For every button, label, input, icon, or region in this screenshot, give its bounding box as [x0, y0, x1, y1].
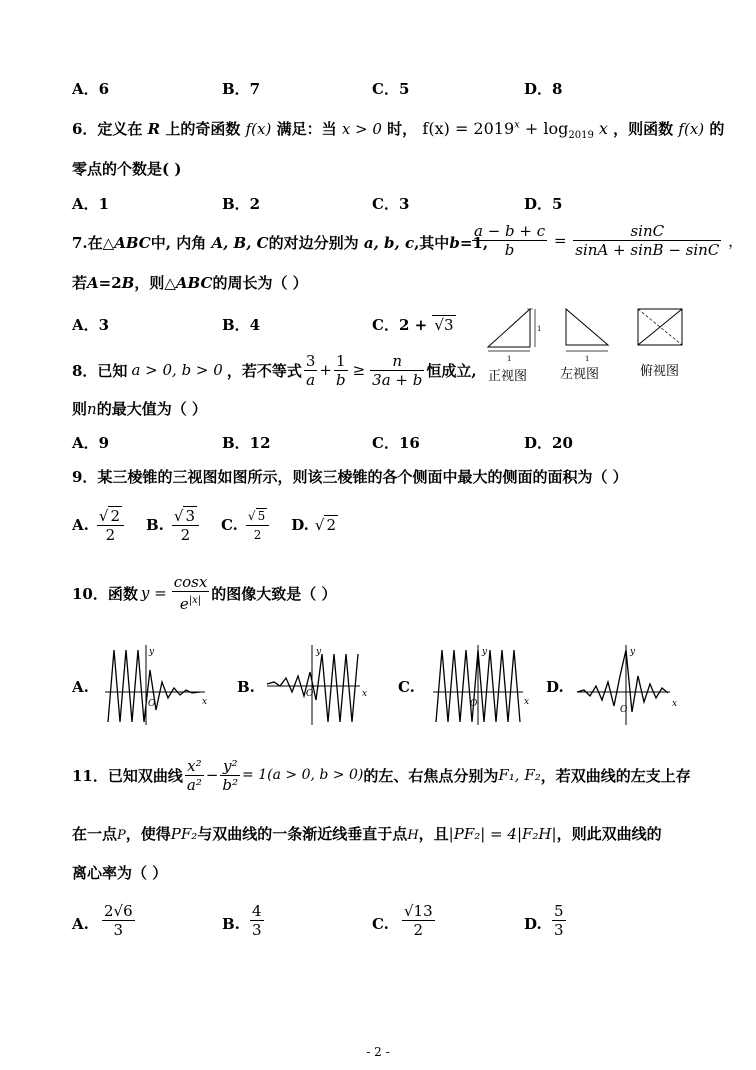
q11-options	[72, 902, 692, 948]
q9-option-d-value: √ 2	[314, 516, 337, 534]
q11-line1: 11．已知双曲线 $\frac{\text{x²}}{\text{a²}}$ − $\frac{\text{y²}}{\text{b²}}$ = 1(a > 0, b > 0) 的左、右焦点分别为 F₁, F₂ ，若双曲线的左支上存	[72, 756, 691, 794]
q7-text: =1,	[459, 234, 489, 252]
q7-text: 的对边分别为	[268, 234, 359, 252]
svg-text:y: y	[149, 647, 155, 657]
q7-comma: ，	[728, 232, 744, 250]
q7-var: A, B, C	[211, 234, 269, 252]
side-width-label: 1	[585, 355, 590, 363]
q8-line1: 8．已知 a > 0, b > 0 ，若不等式 $\frac{3}{a}$ + $\frac{1}{b}$ ≥ $\frac{n}{3a + b}$ 恒成立,	[72, 351, 477, 389]
q6-option-a: A．1	[72, 195, 110, 213]
q6-math: f(x)	[245, 120, 272, 138]
q6-line2: 零点的个数是( )	[72, 160, 182, 178]
q6-option-b: B．2	[222, 195, 261, 213]
side-view	[566, 309, 608, 351]
q7-text: ,其中	[414, 234, 450, 252]
q7-option-c: C．2 + √3	[372, 316, 454, 334]
q10-line1: 10．函数 y = $\frac{\cos x}{e^{|x|}}$ 的图像大致是（ ）	[72, 573, 337, 613]
top-view-label: 俯视图	[640, 364, 680, 379]
q11-option-c: C.	[372, 915, 389, 933]
q7-line1	[72, 232, 488, 253]
front-view-label: 正视图	[488, 369, 528, 384]
svg-text:x: x	[202, 697, 208, 707]
q10-graph-c	[428, 640, 538, 730]
front-width-label: 1	[507, 355, 512, 363]
q9-option-c-value: $\frac{√ 5}{2}$	[246, 507, 269, 544]
q9-option-b-value: $\frac{√ 3}{2}$	[172, 507, 199, 544]
q10-graph-a	[100, 640, 210, 730]
q11-option-d-value: $\frac{5}{3}$	[554, 902, 564, 939]
q6-math: x > 0	[341, 120, 382, 138]
q7-fraction-right: $\frac{\sin C}{\sin A + \sin B - \sin C}$	[575, 222, 720, 259]
svg-text:y: y	[630, 647, 636, 657]
q9-option-b: B.	[145, 516, 164, 534]
q6-formula: $f(x) = 2019^x + \log_{2019} x$	[422, 119, 608, 142]
svg-text:O: O	[148, 699, 156, 709]
q7-var: b	[449, 234, 460, 252]
svg-text:y: y	[316, 647, 322, 657]
front-height-label: 1	[537, 325, 542, 333]
q11-option-a-value: $\frac{2√6}{3}$	[104, 902, 133, 939]
q8-option-d: D．20	[524, 434, 573, 452]
q11-option-b-value: $\frac{4}{3}$	[252, 902, 262, 939]
svg-text:O: O	[470, 699, 478, 709]
q7-var: ABC	[114, 234, 151, 252]
top-view	[638, 309, 682, 345]
q6-math: f(x)	[678, 120, 705, 138]
q5-option-b: B．7	[222, 80, 261, 98]
q5-option-c: C．5	[372, 80, 410, 98]
q11-option-b: B.	[222, 915, 240, 933]
q9-option-a: A.	[72, 516, 89, 534]
q11-line3: 离心率为（ ）	[72, 864, 168, 882]
q7-fraction-left: $\frac{a - b + c}{b}$	[474, 222, 546, 259]
q7-var: a, b, c	[363, 234, 415, 252]
q11-option-d: D.	[524, 915, 542, 933]
q7-line2: 若A=2B，则△ABC的周长为（ ）	[72, 274, 308, 292]
svg-text:x: x	[362, 689, 368, 699]
q9-options	[72, 502, 338, 548]
q10-option-d: D.	[546, 678, 564, 696]
q8-option-c: C．16	[372, 434, 420, 452]
q6-option-d: D．5	[524, 195, 563, 213]
q6-option-c: C．3	[372, 195, 410, 213]
svg-text:x: x	[524, 697, 530, 707]
front-view	[488, 309, 535, 351]
q6-text: 6．定义在	[72, 120, 143, 138]
svg-text:O: O	[620, 705, 628, 715]
q6-text: 上的奇函数	[165, 120, 241, 138]
q6-text: 满足：当	[276, 120, 337, 138]
q5-option-a: A．6	[72, 80, 110, 98]
q5-option-d: D．8	[524, 80, 563, 98]
svg-text:x: x	[672, 699, 678, 709]
q7-equation	[470, 222, 743, 259]
q11-option-a: A.	[72, 915, 89, 933]
q6-var: R	[147, 120, 161, 138]
side-view-label: 左视图	[560, 367, 600, 382]
q6-line1	[72, 118, 724, 141]
q8-option-a: A．9	[72, 434, 110, 452]
q11-option-c-value: $\frac{√13}{2}$	[404, 902, 433, 939]
svg-text:y: y	[482, 647, 488, 657]
q8-line2: 则n的最大值为（ ）	[72, 400, 207, 418]
q10-graph-b	[262, 640, 372, 730]
svg-text:O: O	[306, 689, 314, 699]
q6-text: ，则函数	[613, 120, 674, 138]
q10-option-a: A.	[72, 678, 89, 696]
q9-question: 9．某三棱锥的三视图如图所示，则该三棱锥的各个侧面中最大的侧面的面积为（ ）	[72, 468, 628, 486]
q6-text: 时，	[387, 120, 418, 138]
q10-option-b: B.	[237, 678, 255, 696]
q7-text: 中, 内角	[150, 234, 207, 252]
q10-option-c: C.	[398, 678, 415, 696]
q7-option-b: B．4	[222, 316, 261, 334]
q9-option-d: D.	[291, 516, 309, 534]
q7-option-a: A．3	[72, 316, 110, 334]
q10-graph-d	[572, 640, 682, 730]
q7-text: 7.在△	[72, 234, 115, 252]
page-number: - 2 -	[366, 1045, 390, 1059]
q11-line2: 在一点P，使得PF₂与双曲线的一条渐近线垂直于点H，且|PF₂| = 4|F₂H|，则此双曲线的	[72, 825, 662, 843]
q8-option-b: B．12	[222, 434, 271, 452]
q7-equals: =	[553, 231, 567, 250]
q9-option-a-value: $\frac{√ 2}{2}$	[97, 507, 124, 544]
q9-option-c: C.	[221, 516, 238, 534]
q6-text: 的	[709, 120, 725, 138]
